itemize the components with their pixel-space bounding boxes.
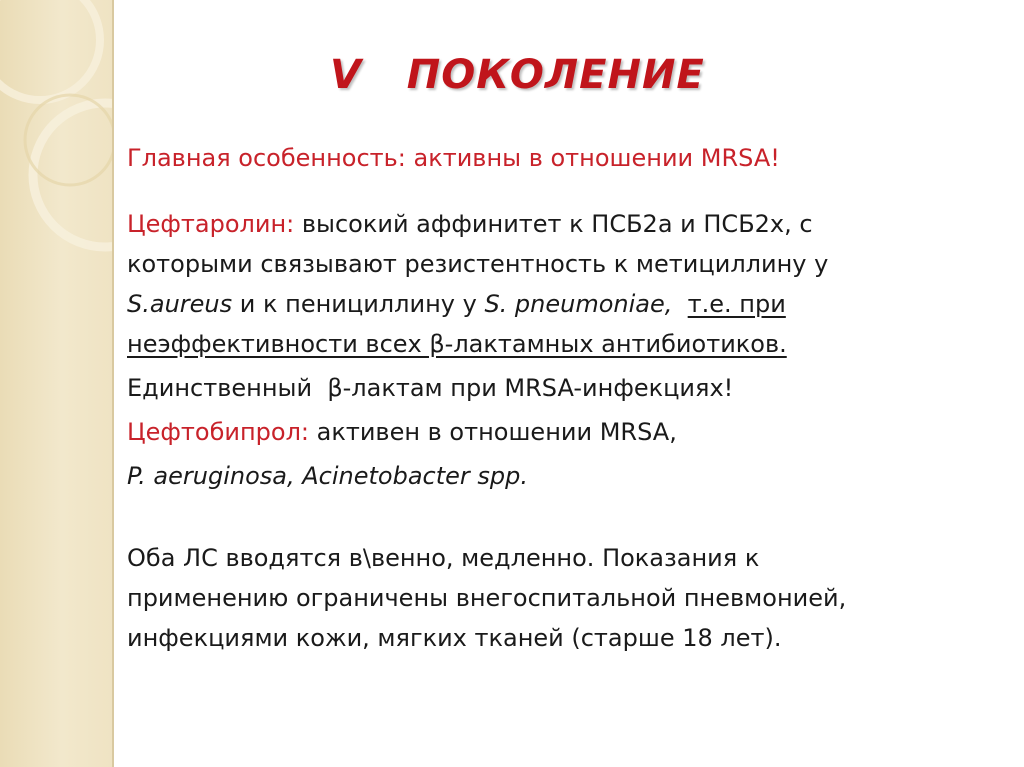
ceftobiprole-species: P. aeruginosa, Acinetobacter spp. — [127, 462, 529, 490]
conclusion-line-1: Оба ЛС вводятся в\венно, медленно. Показания к — [127, 544, 760, 572]
ceftaroline-text-1: высокий аффинитет к ПСБ2а и ПСБ2х, с — [294, 210, 813, 238]
ceftobiprole-line — [127, 412, 1007, 452]
ceftaroline-line-2: которыми связывают резистентность к метициллину у — [127, 250, 829, 278]
species-s-aureus: S.aureus — [127, 290, 233, 318]
slide-body — [127, 138, 1007, 658]
ceftobiprole-label: Цефтобипрол: — [127, 418, 310, 446]
ceftaroline-ref-1: т.е. при — [687, 290, 786, 318]
ceftaroline-line-1 — [127, 204, 1007, 244]
species-s-pneumoniae: S. pneumoniae, — [484, 290, 673, 318]
slide-title: V ПОКОЛЕНИЕ — [330, 52, 705, 98]
decorative-rings — [0, 0, 112, 767]
ceftaroline-line-3 — [127, 284, 1007, 324]
decorative-sidebar — [0, 0, 114, 767]
ceftobiprole-text: активен в отношении MRSA, — [309, 418, 677, 446]
unique-beta-lactam-line: Единственный β-лактам при MRSA-инфекциях! — [127, 374, 734, 402]
conclusion-line-2: применению ограничены внегоспитальной пневмонией, — [127, 584, 847, 612]
ceftaroline-ref-2: неэффективности всех β-лактамных антибиотиков. — [127, 330, 787, 358]
main-feature-line: Главная особенность: активны в отношении MRSA! — [127, 144, 780, 172]
ceftaroline-text-mid: и к пенициллину у — [232, 290, 485, 318]
decorative-ring-top — [0, 0, 100, 100]
ceftaroline-label: Цефтаролин: — [127, 210, 295, 238]
conclusion-line-3: инфекциями кожи, мягких тканей (старше 18 лет). — [127, 624, 782, 652]
